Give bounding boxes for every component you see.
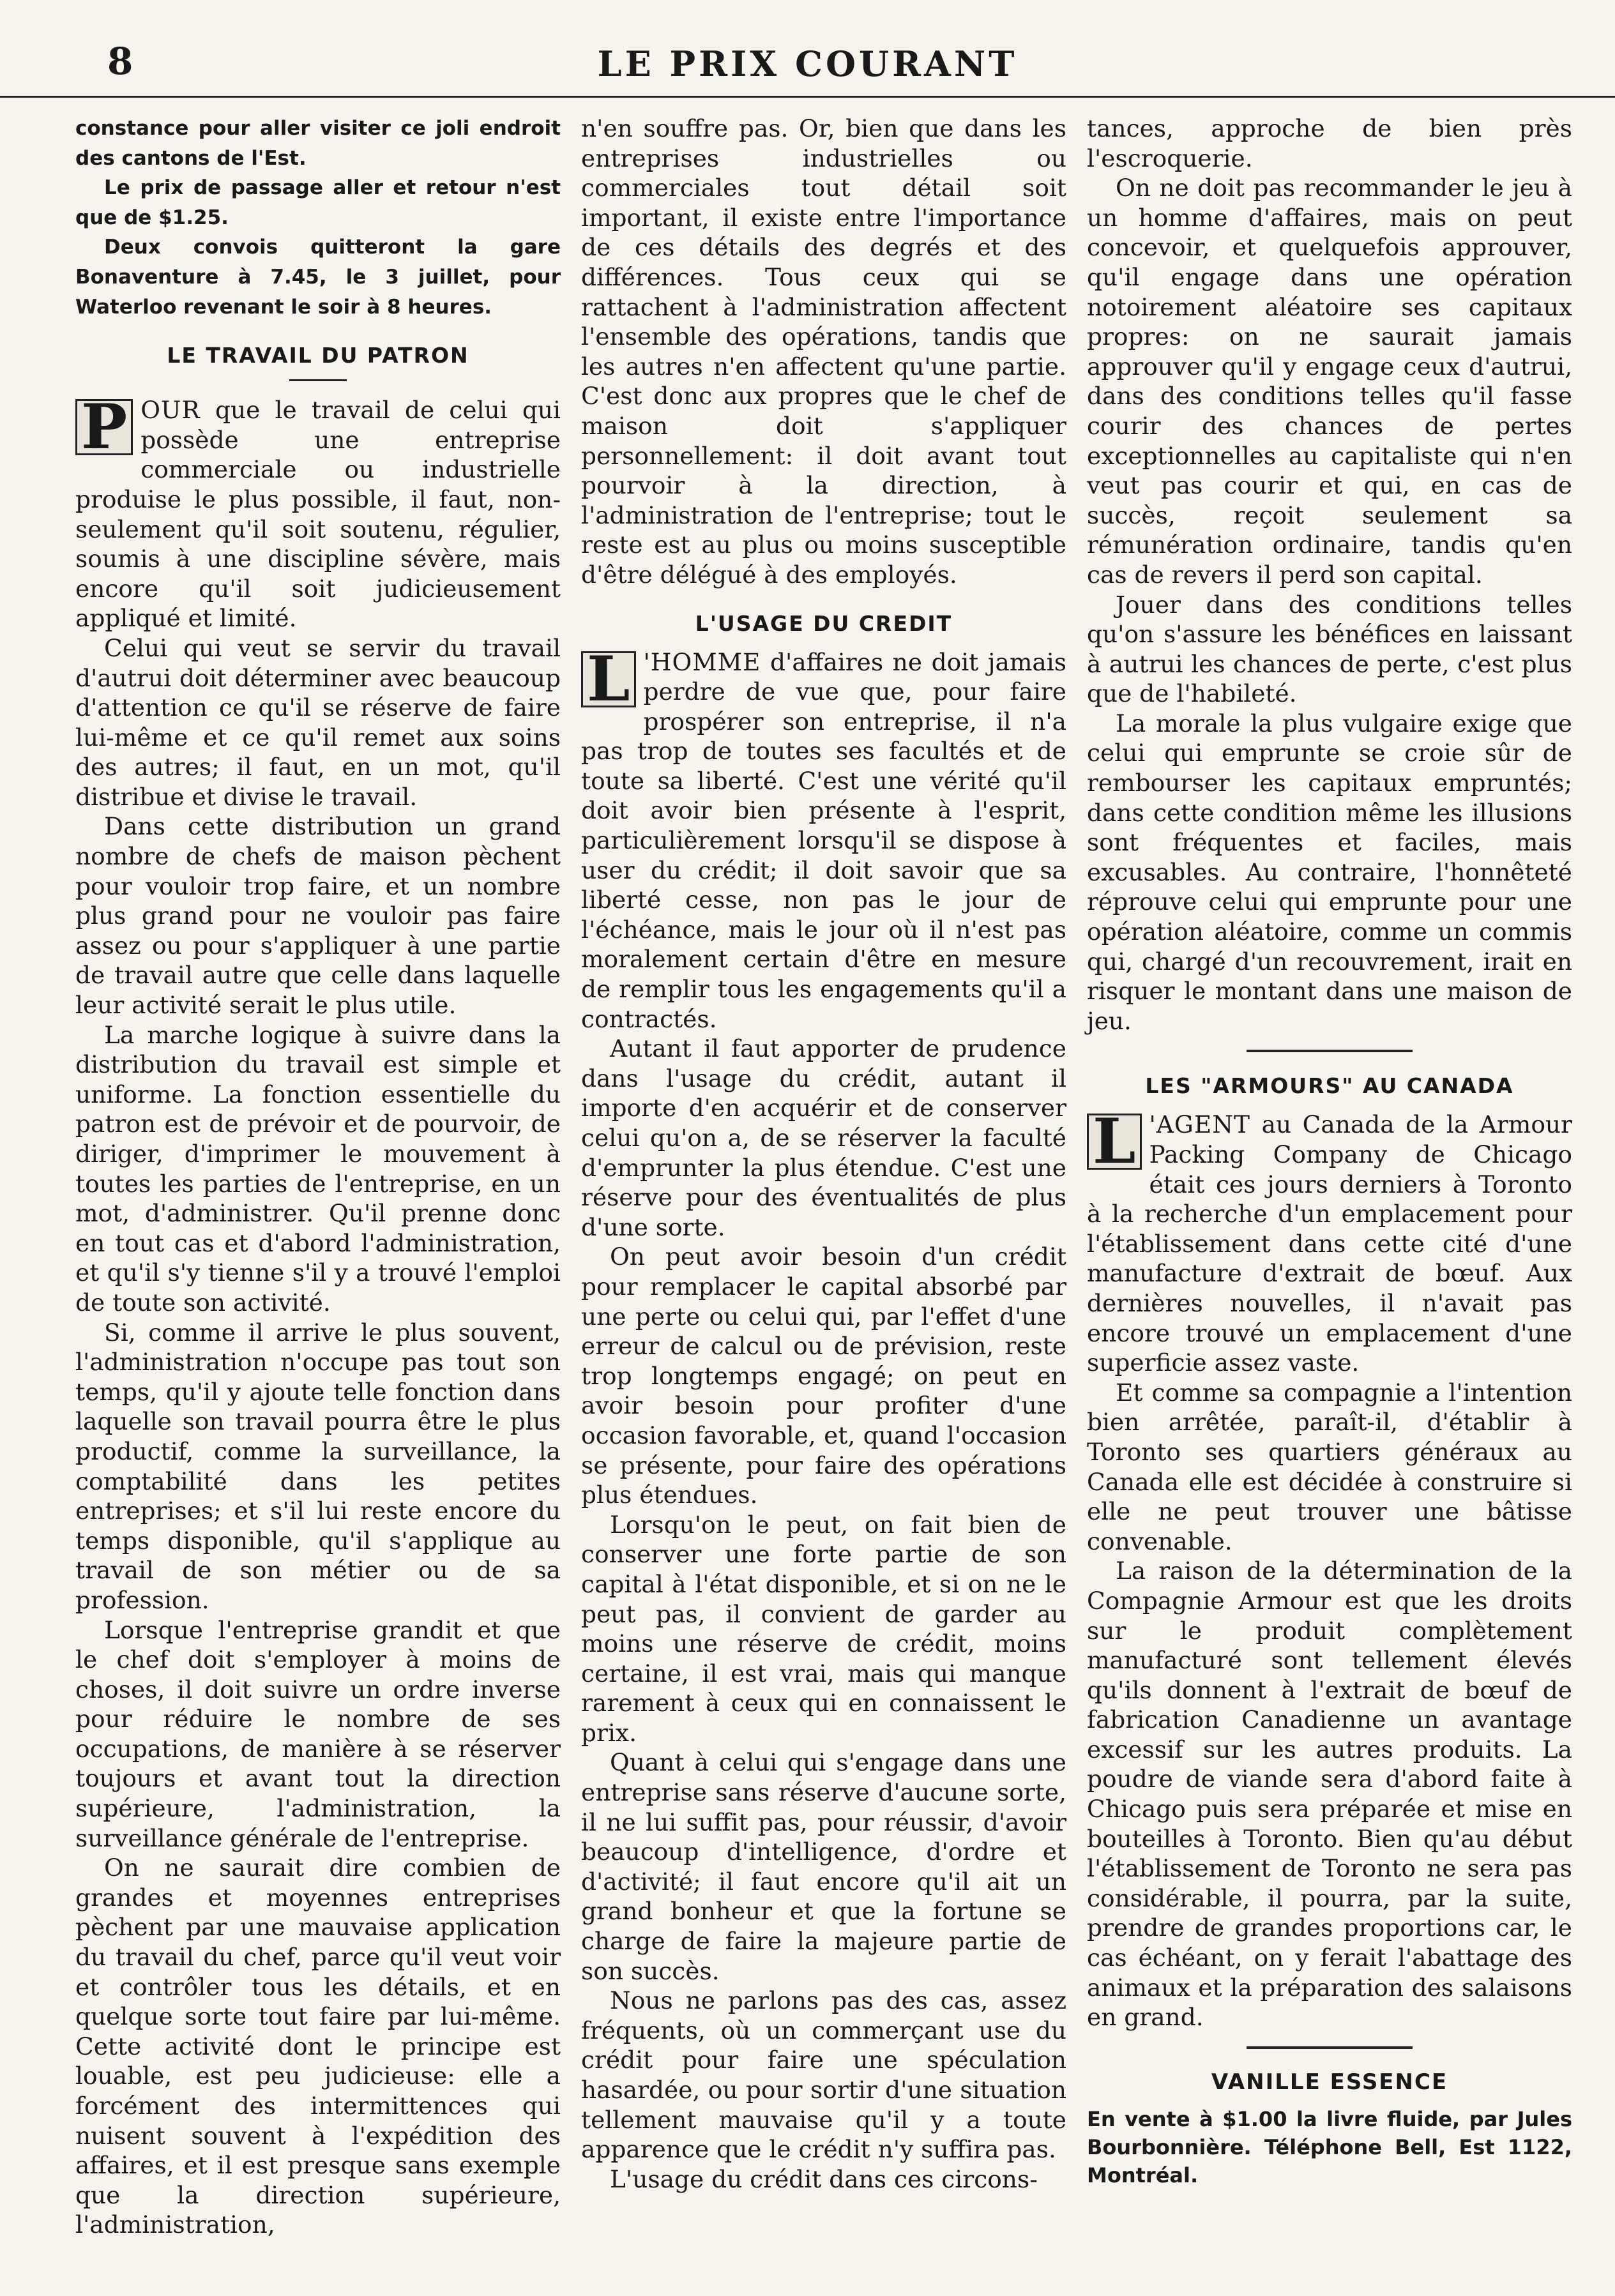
page-header — [0, 26, 1615, 98]
notice-line: constance pour aller visiter ce joli endroit des cantons de l'Est. — [75, 117, 561, 170]
ad-title: VANILLE ESSENCE — [1211, 2069, 1448, 2095]
article-lead-paragraph — [1087, 1105, 1572, 1377]
article-lead-paragraph — [75, 391, 561, 633]
paragraph: On ne saurait dire combien de grandes et moyennes entreprises pèchent par une mauvaise application du travail du chef, parce qu'il veut voir et contrôler tous les détails, et en quelque sorte tout faire par lui-même. Cette activité dont le principe est louable, est peu judicieuse: elle a forcément des intermittences qui nuisent souvent à l'expédition des affaires, et il est presque sans exemple que la direction supérieure, l'administration, — [75, 1854, 561, 2239]
paragraph: Celui qui veut se servir du travail d'autrui doit déterminer avec beaucoup d'attention ce qu'il se réserve de faire lui-même et ce qu'il remet aux soins des autres; il faut, en un mot, qu'il distribue et divise le travail. — [75, 633, 561, 811]
title-rule — [289, 379, 347, 381]
excursion-notice — [75, 114, 561, 322]
paragraph: La raison de la détermination de la Compagnie Armour est que les droits sur le produit complètement manufacturé sont tellement élevés qu'ils donnent à l'extrait de bœuf de fabrication Canadienne un avantage excessif sur les autres produits. La poudre de viande sera d'abord faite à Chicago puis sera préparée et mise en bouteilles à Toronto. Bien qu'au début l'établissement de Toronto ne sera pas considérable, il pourra, par la suite, prendre de grandes proportions car, le cas échéant, on y ferait l'abattage des animaux et la préparation des salaisons en grand. — [1087, 1557, 1572, 2032]
paragraph: Lorsqu'on le peut, on fait bien de conserver une forte partie de son capital à l'état disponible, et si on ne le peut pas, il convient de garder au moins une réserve de crédit, moins certaine, il est vrai, mais qui manque rarement à ceux qui en connaissent le prix. — [581, 1510, 1066, 1747]
notice-line: Le prix de passage aller et retour n'est que de $1.25. — [75, 176, 561, 229]
section-rule — [1247, 2046, 1413, 2049]
article-title-travail: LE TRAVAIL DU PATRON — [167, 343, 469, 368]
notice-line: Deux convois quitteront la gare Bonaventure à 7.45, le 3 juillet, pour Waterloo revenant le soir à 8 heures. — [75, 236, 561, 319]
drop-cap: L — [581, 651, 636, 707]
paragraph: Jouer dans des conditions telles qu'on s'assure les bénéfices en laissant à autrui les chances de perte, c'est plus que de l'habileté. — [1087, 590, 1572, 708]
lead-text: au Canada de la Armour Packing Company de Chicago était ces jours derniers à Toronto à la recherche d'un emplacement pour l'établissement dans cette cité d'une manufacture d'extrait de bœuf. Aux dernières nouvelles, il n'avait pas encore trouvé un emplacement d'une superficie assez vaste. — [1087, 1110, 1572, 1377]
column-2 — [581, 114, 1066, 2194]
lead-word: 'AGENT — [1149, 1110, 1251, 1139]
page-number: 8 — [107, 40, 133, 83]
article-title-credit: L'USAGE DU CREDIT — [695, 610, 953, 636]
lead-word: 'HOMME — [643, 647, 761, 676]
paragraph: Quant à celui qui s'engage dans une entreprise sans réserve d'aucune sorte, il ne lui suffit pas, pour réussir, d'avoir beaucoup d'intelligence, d'ordre et d'activité; il faut encore qu'il ait un grand bonheur et que la fortune se charge de faire la majeure partie de son succès. — [581, 1748, 1066, 1985]
continuation-paragraph: n'en souffre pas. Or, bien que dans les entreprises industrielles ou commerciales tout détail soit important, il existe entre l'importance de ces détails des degrés et des différences. Tous ceux qui se rattachent à l'administration affectent l'ensemble des opérations, tandis que les autres n'en affectent qu'une partie. C'est donc aux propres que le chef de maison doit s'appliquer personnellement: il doit avant tout pourvoir à la direction, à l'administration de l'entreprise; tout le reste est au plus ou moins susceptible d'être délégué à des employés. — [581, 114, 1066, 589]
paragraph: Nous ne parlons pas des cas, assez fréquents, où un commerçant use du crédit pour faire une spéculation hasardée, ou pour sortir d'une situation tellement mauvaise qu'il y a toute apparence que le crédit n'y suffira pas. — [581, 1986, 1066, 2164]
ad-text: En vente à $1.00 la livre fluide, par Jules Bourbonnière. Téléphone Bell, Est 1122, Montréal. — [1087, 2106, 1572, 2187]
paragraph: On ne doit pas recommander le jeu à un homme d'affaires, mais on peut concevoir, et quelquefois approuver, qu'il engage dans une opération notoirement aléatoire ses capitaux propres: on ne saurait jamais approuver qu'il y engage ceux d'autrui, dans des conditions telles qu'il fasse courir des chances de pertes exceptionnelles au capitaliste qui n'en veut pas courir et qui, en cas de succès, reçoit seulement sa rémunération ordinaire, tandis qu'en cas de revers il perd son capital. — [1087, 174, 1572, 589]
section-rule — [1247, 1050, 1413, 1052]
paragraph: La morale la plus vulgaire exige que celui qui emprunte se croie sûr de rembourser les capitaux empruntés; dans cette condition même les illusions sont fréquentes et faciles, mais excusables. Au contraire, l'honnêteté réprouve celui qui emprunte pour une opération aléatoire, comme un commis qui, chargé d'un recouvrement, irait en risquer le montant dans une maison de jeu. — [1087, 709, 1572, 1035]
column-1 — [75, 114, 561, 2240]
paragraph: Autant il faut apporter de prudence dans l'usage du crédit, autant il importe d'en acquérir et de conserver celui qu'on a, de se réserver la faculté d'emprunter la plus étendue. C'est une réserve pour des éventualités de plus d'une sorte. — [581, 1034, 1066, 1241]
paragraph: La marche logique à suivre dans la distribution du travail est simple et uniforme. La fonction essentielle du patron est de prévoir et de pourvoir, de diriger, d'imprimer le mouvement à toutes les parties de l'entreprise, en un mot, d'administrer. Qu'il prenne donc en tout cas et d'abord l'administration, et qu'il s'y tienne s'il y a trouvé l'emploi de toute son activité. — [75, 1020, 561, 1317]
column-3 — [1087, 114, 1572, 2189]
paragraph: Et comme sa compagnie a l'intention bien arrêtée, paraît-il, d'établir à Toronto ses quartiers généraux au Canada elle est décidée à construire si elle ne peut trouver une bâtisse convenable. — [1087, 1378, 1572, 1555]
continuation-paragraph: tances, approche de bien près l'escroquerie. — [1087, 114, 1572, 172]
paragraph: L'usage du crédit dans ces circons- — [610, 2164, 1038, 2193]
paragraph: Dans cette distribution un grand nombre de chefs de maison pèchent pour vouloir trop faire, et un nombre plus grand pour ne vouloir pas faire assez ou pour s'appliquer à une partie de travail autre que celle dans laquelle leur activité serait le plus utile. — [75, 812, 561, 1020]
vanille-advertisement — [1087, 2068, 1572, 2189]
article-title-armours: LES "ARMOURS" AU CANADA — [1145, 1073, 1514, 1099]
article-lead-paragraph — [581, 642, 1066, 1034]
publication-title: LE PRIX COURANT — [597, 43, 1018, 84]
lead-word: OUR — [140, 396, 201, 425]
drop-cap: P — [75, 399, 133, 455]
drop-cap: L — [1087, 1114, 1142, 1170]
lead-text: d'affaires ne doit jamais perdre de vue que, pour faire prospérer son entreprise, il n'a pas trop de toutes ses facultés et de toute sa liberté. C'est une vérité qu'il doit avoir bien présente à l'esprit, particulièrement lorsqu'il se dispose à user du crédit; il doit savoir que sa liberté cesse, non pas le jour de l'échéance, mais le jour où il n'est pas moralement certain d'être en mesure de remplir tous les engagements qu'il a contractés. — [581, 647, 1066, 1033]
paragraph: Lorsque l'entreprise grandit et que le chef doit s'employer à moins de choses, il doit suivre un ordre inverse pour réduire le nombre de ses occupations, de manière à se réserver toujours et avant tout la direction supérieure, l'administration, la surveillance générale de l'entreprise. — [75, 1615, 561, 1852]
paragraph: On peut avoir besoin d'un crédit pour remplacer le capital absorbé par une perte ou celui qui, par l'effet d'une erreur de calcul ou de prévision, reste trop longtemps engagé; on peut en avoir besoin pour profiter d'une occasion favorable, et, quand l'occasion se présente, pour faire des opérations plus étendues. — [581, 1242, 1066, 1509]
lead-text: que le travail de celui qui possède une entreprise commerciale ou industrielle produise le plus possible, il faut, non-seulement qu'il soit soutenu, régulier, soumis à une discipline sévère, mais encore qu'il soit judicieusement appliqué et limité. — [75, 396, 561, 633]
paragraph: Si, comme il arrive le plus souvent, l'administration n'occupe pas tout son temps, qu'il y ajoute telle fonction dans laquelle son travail pourra être le plus productif, comme la surveillance, la comptabilité dans les petites entreprises; et s'il lui reste encore du temps disponible, qu'il s'applique au travail de son métier ou de sa profession. — [75, 1318, 561, 1614]
